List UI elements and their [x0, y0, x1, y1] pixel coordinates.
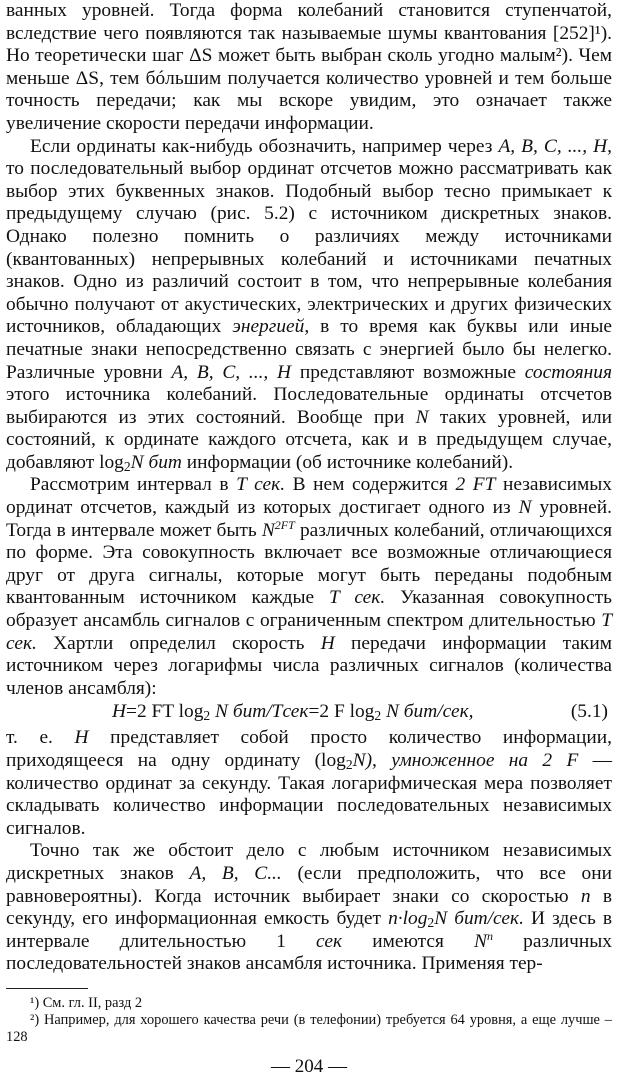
- paragraph-interval: Рассмотрим интервал в T сек. В нем содержится 2 FT независимых ординат отсчетов, каждый из которых достигает одного из N уровней. Тогда в интервале может быть $N^{2FT}$ различных колебаний, отличающихся по форме. Эта совокупность включает все возможные отличающиеся друг от друга сигналы, которые могут быть переданы подобным квантованным источником каждые T сек. Указанная совокупность образует ансамбль сигналов с ограниченным спектром длительностью T сек. Хартли определил скорость H передачи информации таким источником через логарифмы числа различных сигналов (количества членов ансамбля):: [6, 474, 612, 699]
- equation-number: (5.1): [570, 701, 608, 723]
- page-number: — 204 —: [271, 1055, 347, 1077]
- footnote-divider: [6, 988, 88, 989]
- equation-body: H=2 FT $\log_2 N$ бит/Tсек=2 F $\log_2 N$ бит/сек,: [112, 701, 474, 724]
- equation-5-1: [6, 701, 612, 727]
- paragraph-ordinates: Если ординаты как-нибудь обозначить, например через A, B, C, ..., H, то последовательный выбор ординат отсчетов можно рассматривать как выбор этих буквенных знаков. Подобный выбор тесно примыкает к предыдущему случаю (рис. 5.2) с источником дискретных знаков. Однако полезно помнить о различиях между источниками (квантованных) непрерывных колебаний и источниками печатных знаков. Одно из различий состоит в том, что непрерывные колебания обычно получают от акустических, электрических и других физических источников, обладающих энергией, в то время как буквы или иные печатные знаки непосредственно связать с энергией было бы нелегко. Различные уровни A, B, C, ..., H представляют возможные состояния этого источника колебаний. Последовательные ординаты отсчетов выбираются из этих состояний. Вообще при N таких уровней, или состояний, к ординате каждого отсчета, как и в предыдущем случае, добавляют $\log_2N$ бит информации (об источнике колебаний).: [6, 135, 613, 474]
- footnote-2: ²) Например, для хорошего качества речи (в телефонии) требуется 64 уровня, а еще лучше – 128: [6, 1011, 612, 1045]
- paragraph-discrete-source: Точно так же обстоит дело с любым источником независимых дискретных знаков A, B, C... (если предположить, что все они равновероятны). Когда источник выбирает знаки со скоростью n в секунду, его информационная емкость будет $n\cdot\log_2N$ бит/сек. И здесь в интервале длительностью 1 сек имеются $N^n$ различных последовательностей знаков ансамбля источника. Применяя тер-: [6, 840, 613, 975]
- footnote-1: ¹) См. гл. II, разд 2: [30, 994, 143, 1011]
- page: [6, 0, 612, 1078]
- paragraph-after-equation: т. е. H представляет собой просто количество информации, приходящееся на одну ординату $(\log_2N)$, умноженное на 2 F — количество ординат за секунду. Такая логарифмическая мера позволяет складывать количество информации последовательных независимых сигналов.: [6, 727, 613, 839]
- paragraph-continued: ванных уровней. Тогда форма колебаний становится ступенчатой, вследствие чего появляются так называемые шумы квантования [252]¹). Но теоретически шаг ΔS может быть выбран сколь угодно малым²). Чем меньше ΔS, тем бóльшим получается количество уровней и тем больше точность передачи; как мы вскоре увидим, это означает также увеличение скорости передачи информации.: [6, 0, 612, 134]
